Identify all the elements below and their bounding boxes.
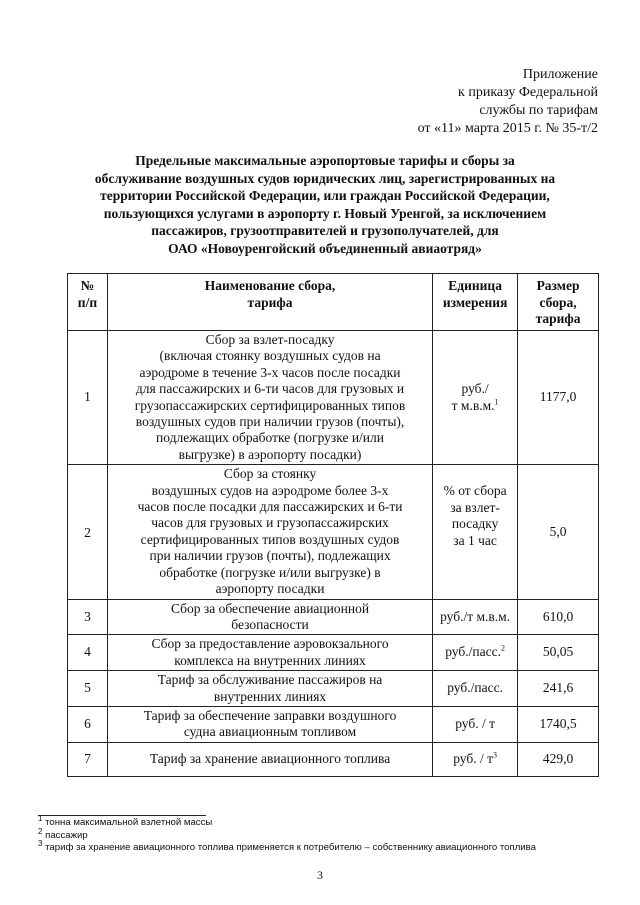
- row-name-line: обработке (погрузке и/или выгрузке) в: [159, 564, 381, 580]
- row-name-line: Сбор за стоянку: [223, 466, 317, 482]
- row-name-line: воздушных судов на аэродроме более 3-х: [151, 482, 389, 498]
- row-unit-line: за 1 час: [453, 533, 497, 549]
- row-name: [107, 465, 432, 599]
- table-row: [68, 465, 599, 599]
- row-unit-line: % от сбора: [443, 483, 507, 499]
- header-size-line: тарифа: [535, 311, 581, 327]
- row-name-line: Тариф за обслуживание пассажиров на: [157, 672, 383, 688]
- row-value: 429,0: [518, 742, 599, 776]
- row-name: [107, 706, 432, 742]
- footnote-text: тариф за хранение авиационного топлива применяется к потребителю – собственнику авиационного топлива: [45, 842, 536, 854]
- header-unit-line: Единица: [448, 278, 502, 293]
- row-name-line: Сбор за взлет-посадку: [205, 332, 335, 347]
- row-unit: руб./пасс.: [433, 671, 518, 707]
- row-value: 1740,5: [518, 706, 599, 742]
- row-name-line: Сбор за обеспечение авиационной: [170, 600, 370, 616]
- row-name-line: Сбор за предоставление аэровокзального: [151, 636, 389, 652]
- tariffs-table: [67, 273, 599, 777]
- footnote-ref: 1: [494, 397, 499, 407]
- title-line: пользующихся услугами в аэропорту г. Новый Уренгой, за исключением: [103, 205, 547, 221]
- row-unit-text: т м.в.м.: [451, 397, 495, 413]
- row-name-line: для пассажирских и 6-ти часов для грузовых и: [135, 381, 405, 397]
- row-name-line: безопасности: [231, 616, 309, 632]
- row-num: 2: [68, 465, 108, 599]
- row-name-line: аэродроме в течение 3-х часов после посадки: [139, 364, 401, 380]
- appendix-header: [418, 66, 598, 138]
- row-name-line: Тариф за обеспечение заправки воздушного: [143, 707, 397, 723]
- row-value: 610,0: [518, 599, 599, 635]
- row-name-line: часов для грузовых и грузопассажирских: [151, 515, 389, 531]
- row-unit-line: руб./: [461, 381, 489, 397]
- header-num-line: п/п: [77, 294, 98, 310]
- row-num: 7: [68, 742, 108, 776]
- header-name-line: Наименование сбора,: [204, 278, 336, 293]
- row-name-line: (включая стоянку воздушных судов на: [159, 348, 381, 364]
- row-num: 5: [68, 671, 108, 707]
- row-value: 1177,0: [518, 331, 599, 465]
- row-name-line: при наличии грузов (почты), подлежащих: [149, 548, 391, 564]
- footnote-ref: 2: [500, 643, 505, 653]
- row-num: 1: [68, 331, 108, 465]
- header-size: [518, 274, 599, 331]
- title-line: территории Российской Федерации, или граждан Российской Федерации,: [100, 188, 550, 204]
- title-line: Предельные максимальные аэропортовые тарифы и сборы за: [135, 153, 515, 168]
- row-name-line: грузопассажирских сертифицированных типов: [134, 397, 406, 413]
- table-row: [68, 635, 599, 671]
- row-unit-line: за взлет-: [450, 499, 500, 515]
- header-num-line: №: [80, 278, 95, 293]
- header-size-line: Размер: [536, 278, 580, 293]
- footnote-divider: [38, 815, 206, 816]
- document-title: [60, 152, 590, 258]
- row-name-line: подлежащих обработке (погрузке и/или: [156, 430, 384, 446]
- row-unit-line: [437, 398, 513, 415]
- row-name-line: Тариф за хранение авиационного топлива: [149, 751, 391, 767]
- row-unit: [433, 465, 518, 599]
- footnote-ref: 3: [493, 750, 497, 760]
- footnote-text: пассажир: [45, 829, 88, 841]
- row-unit-text: руб./пасс.: [445, 644, 501, 660]
- table-row: [68, 671, 599, 707]
- header-unit: [433, 274, 518, 331]
- row-name-line: комплекса на внутренних линиях: [174, 652, 366, 668]
- page-number: 3: [317, 868, 323, 882]
- header-name-line: тарифа: [247, 294, 293, 310]
- row-unit: руб./т м.в.м.: [433, 599, 518, 635]
- header-num: [68, 274, 108, 331]
- row-unit: [433, 635, 518, 671]
- title-line: ОАО «Новоуренгойский объединенный авиаотряд»: [168, 240, 482, 256]
- row-name-line: сертифицированных типов воздушных судов: [140, 531, 400, 547]
- row-num: 3: [68, 599, 108, 635]
- row-name: [107, 635, 432, 671]
- appendix-line: Приложение: [522, 67, 598, 82]
- row-name: [107, 742, 432, 776]
- row-unit-line: посадку: [451, 516, 499, 532]
- row-num: 4: [68, 635, 108, 671]
- row-unit: руб. / т: [433, 706, 518, 742]
- row-name: [107, 331, 432, 465]
- row-unit: [433, 742, 518, 776]
- table-row: [68, 706, 599, 742]
- row-name-line: часов после посадки для пассажирских и 6-ти: [137, 499, 403, 515]
- footnote-text: тонна максимальной взлетной массы: [45, 817, 213, 828]
- footnote-mark: 2: [38, 826, 43, 836]
- row-value: 50,05: [518, 635, 599, 671]
- table-row: [68, 599, 599, 635]
- header-name: [107, 274, 432, 331]
- footnotes: [38, 813, 536, 855]
- row-name-line: внутренних линиях: [213, 688, 327, 704]
- row-value: 5,0: [518, 465, 599, 599]
- row-num: 6: [68, 706, 108, 742]
- appendix-line: от «11» марта 2015 г. № 35-т/2: [417, 121, 598, 136]
- row-name-line: выгрузке) в аэропорту посадки): [178, 446, 362, 462]
- footnote-mark: 1: [38, 813, 43, 823]
- appendix-line: службы по тарифам: [479, 103, 598, 118]
- title-line: обслуживание воздушных судов юридических лиц, зарегистрированных на: [94, 170, 556, 186]
- row-value: 241,6: [518, 671, 599, 707]
- table-row: [68, 331, 599, 465]
- row-unit-text: руб. / т: [453, 750, 493, 766]
- appendix-line: к приказу Федеральной: [458, 85, 598, 100]
- table-header-row: [68, 274, 599, 331]
- table-row: [68, 742, 599, 776]
- title-line: пассажиров, грузоотправителей и грузополучателей, для: [151, 223, 499, 239]
- header-unit-line: измерения: [442, 294, 508, 310]
- row-name-line: судна авиационным топливом: [183, 724, 357, 740]
- row-name: [107, 671, 432, 707]
- row-name-line: аэропорту посадки: [215, 581, 325, 597]
- footnote-mark: 3: [38, 839, 43, 848]
- row-name-line: воздушных судов при наличии грузов (почты),: [135, 414, 405, 430]
- row-unit: [433, 331, 518, 465]
- header-size-line: сбора,: [539, 294, 577, 310]
- row-name: [107, 599, 432, 635]
- footnote-item: [38, 813, 536, 830]
- footnote-item: [38, 826, 536, 843]
- footnote-item: [38, 839, 536, 855]
